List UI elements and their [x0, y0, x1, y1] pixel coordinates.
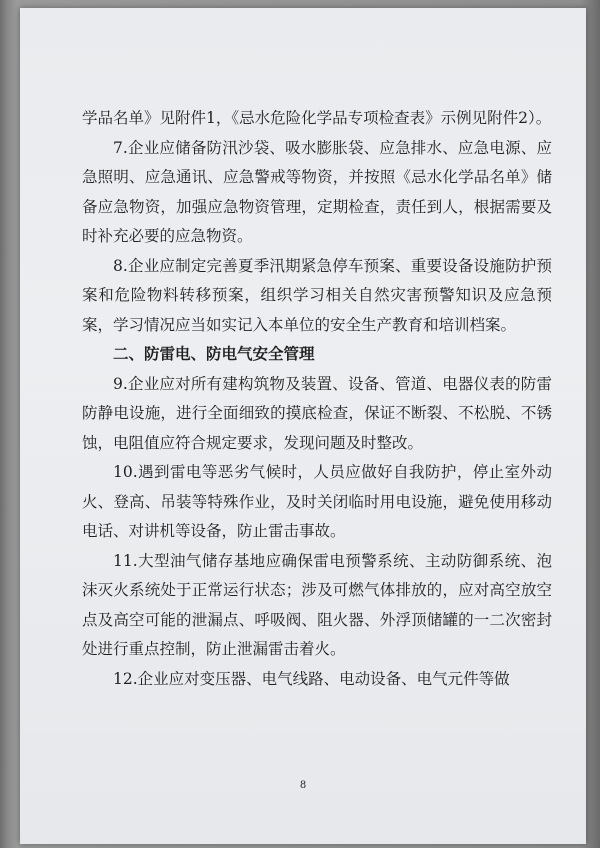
page-number: 8 [299, 780, 307, 791]
paragraph-10: 10.遇到雷电等恶劣气候时，人员应做好自我防护，停止室外动火、登高、吊装等特殊作业，及时关闭临时用电设施，避免使用移动电话、对讲机等设备，防止雷击事故。 [82, 463, 552, 540]
document-page [20, 8, 586, 844]
paragraph-11: 11.大型油气储存基地应确保雷电预警系统、主动防御系统、泡沫灭火系统处于正常运行状态；涉及可燃气体排放的，应对高空放空点及高空可能的泄漏点、呼吸阀、阻火器、外浮顶储罐的一二次密封处进行重点控制，防止泄漏雷击着火。 [82, 551, 552, 658]
paragraph-7: 7.企业应储备防汛沙袋、吸水膨胀袋、应急排水、应急电源、应急照明、应急通讯、应急警戒等物资，并按照《忌水化学品名单》储备应急物资，加强应急物资管理，定期检查，责任到人，根据需要及时补充必要的应急物资。 [82, 138, 552, 245]
section-heading: 二、防雷电、防电气安全管理 [113, 345, 315, 363]
paragraph-12: 12.企业应对变压器、电气线路、电动设备、电气元件等做 [113, 669, 510, 688]
paragraph-9: 9.企业应对所有建构筑物及装置、设备、管道、电器仪表的防雷防静电设施，进行全面细致的摸底检查，保证不断裂、不松脱、不锈蚀，电阻值应符合规定要求，发现问题及时整改。 [82, 374, 552, 452]
paragraph-continuation: 学品名单》见附件1，《忌水危险化学品专项检查表》示例见附件2）。 [82, 109, 552, 127]
paragraph-8: 8.企业应制定完善夏季汛期紧急停车预案、重要设备设施防护预案和危险物料转移预案，组织学习相关自然灾害预警知识及应急预案，学习情况应当如实记入本单位的安全生产教育和培训档案。 [82, 256, 552, 334]
document-body [82, 104, 552, 694]
